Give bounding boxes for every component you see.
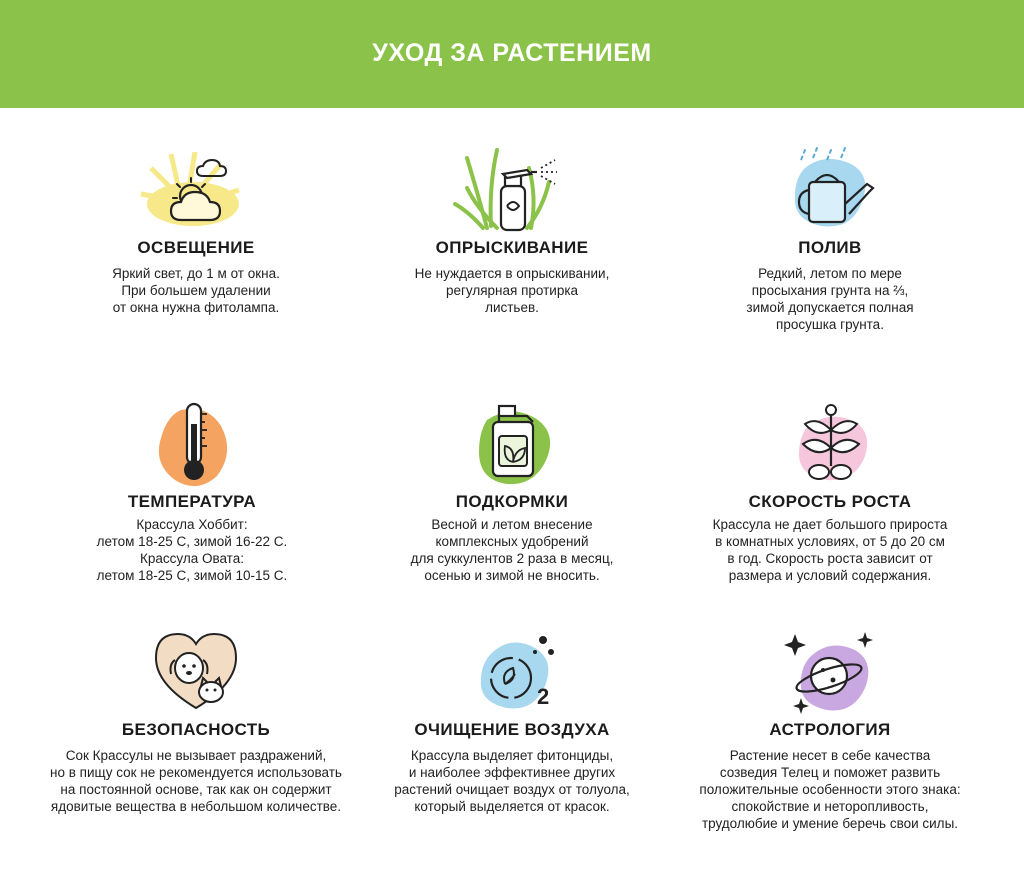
growing-plant-icon xyxy=(765,400,895,488)
planet-stars-icon xyxy=(765,628,895,716)
card-watering xyxy=(670,146,990,333)
air-purification-icon xyxy=(447,628,577,716)
desc-line: листьев. xyxy=(485,300,539,315)
desc-line: регулярная протирка xyxy=(445,283,579,298)
sun-cloud-icon xyxy=(131,146,261,234)
desc-line: который выделяется от красок. xyxy=(414,799,610,814)
desc-line: растений очищает воздух от толуола, xyxy=(394,782,630,797)
desc-line: созведия Телец и поможет развить xyxy=(719,765,941,780)
desc-line: от окна нужна фитолампа. xyxy=(112,300,280,315)
desc-line: Сок Крассулы не вызывает раздражений, xyxy=(65,748,327,763)
desc-line: Яркий свет, до 1 м от окна. xyxy=(112,266,280,281)
card-title: СКОРОСТЬ РОСТА xyxy=(748,492,912,511)
card-title: ОПРЫСКИВАНИЕ xyxy=(435,238,589,257)
desc-line: но в пищу сок не рекомендуется использовать xyxy=(50,765,342,780)
card-temperature xyxy=(32,400,352,584)
watering-can-icon xyxy=(765,146,895,234)
co2-subscript: 2 xyxy=(537,684,550,709)
desc-line: трудолюбие и умение беречь свои силы. xyxy=(701,816,959,831)
desc-line: Весной и летом внесение xyxy=(431,517,593,532)
page-title: УХОД ЗА РАСТЕНИЕМ xyxy=(372,38,652,67)
desc-line: в год. Скорость роста зависит от xyxy=(727,551,933,566)
page-header xyxy=(0,0,1024,108)
desc-line: и наиболее эффективнее других xyxy=(408,765,616,780)
desc-line: в комнатных условиях, от 5 до 20 см xyxy=(715,534,945,549)
card-title: ОЧИЩЕНИЕ ВОЗДУХА xyxy=(414,720,610,739)
card-safety xyxy=(36,628,356,815)
desc-line: просушка грунта. xyxy=(776,317,884,332)
fertilizer-canister-icon xyxy=(447,400,577,488)
desc-line: Растение несет в себе качества xyxy=(729,748,931,763)
pets-heart-icon xyxy=(131,628,261,716)
card-description xyxy=(746,265,913,333)
desc-line: При большем удалении xyxy=(121,283,271,298)
desc-line: Крассула Овата: xyxy=(139,551,244,566)
thermometer-icon xyxy=(127,400,257,488)
card-air-purification xyxy=(352,628,672,815)
desc-line: на постоянной основе, так как он содержит xyxy=(60,782,332,797)
spray-bottle-icon xyxy=(447,146,577,234)
card-title: ОСВЕЩЕНИЕ xyxy=(137,238,255,257)
desc-line: Редкий, летом по мере xyxy=(758,266,902,281)
card-lighting xyxy=(36,146,356,316)
desc-line: летом 18-25 С, зимой 10-15 С. xyxy=(96,568,288,583)
desc-line: осенью и зимой не вносить. xyxy=(424,568,600,583)
card-fertilizing xyxy=(352,400,672,584)
card-growth-speed xyxy=(670,400,990,584)
card-description xyxy=(411,516,614,584)
card-description xyxy=(97,516,288,584)
desc-line: комплексных удобрений xyxy=(435,534,589,549)
desc-line: Крассула не дает большого прироста xyxy=(712,517,948,532)
desc-line: Крассула выделяет фитонциды, xyxy=(410,748,614,763)
desc-line: положительные особенности этого знака: xyxy=(699,782,961,797)
card-description xyxy=(713,516,948,584)
desc-line: Не нуждается в опрыскивании, xyxy=(414,266,610,281)
card-title: АСТРОЛОГИЯ xyxy=(769,720,891,739)
card-title: ТЕМПЕРАТУРА xyxy=(127,492,257,511)
card-spraying xyxy=(352,146,672,316)
desc-line: ядовитые вещества в небольшом количестве. xyxy=(50,799,342,814)
card-description xyxy=(415,265,610,316)
card-description xyxy=(699,747,960,832)
card-title: БЕЗОПАСНОСТЬ xyxy=(121,720,271,739)
desc-line: Крассула Хоббит: xyxy=(136,517,248,532)
card-title: ПОЛИВ xyxy=(798,238,862,257)
card-description xyxy=(112,265,280,316)
desc-line: зимой допускается полная xyxy=(746,300,914,315)
desc-line: для суккулентов 2 раза в месяц, xyxy=(410,551,614,566)
card-description xyxy=(50,747,342,815)
desc-line: спокойствие и неторопливость, xyxy=(731,799,929,814)
card-title: ПОДКОРМКИ xyxy=(455,492,569,511)
desc-line: просыхания грунта на ⅔, xyxy=(751,283,909,298)
desc-line: размера и условий содержания. xyxy=(728,568,932,583)
card-description xyxy=(394,747,630,815)
card-astrology xyxy=(670,628,990,832)
desc-line: летом 18-25 С, зимой 16-22 С. xyxy=(96,534,288,549)
